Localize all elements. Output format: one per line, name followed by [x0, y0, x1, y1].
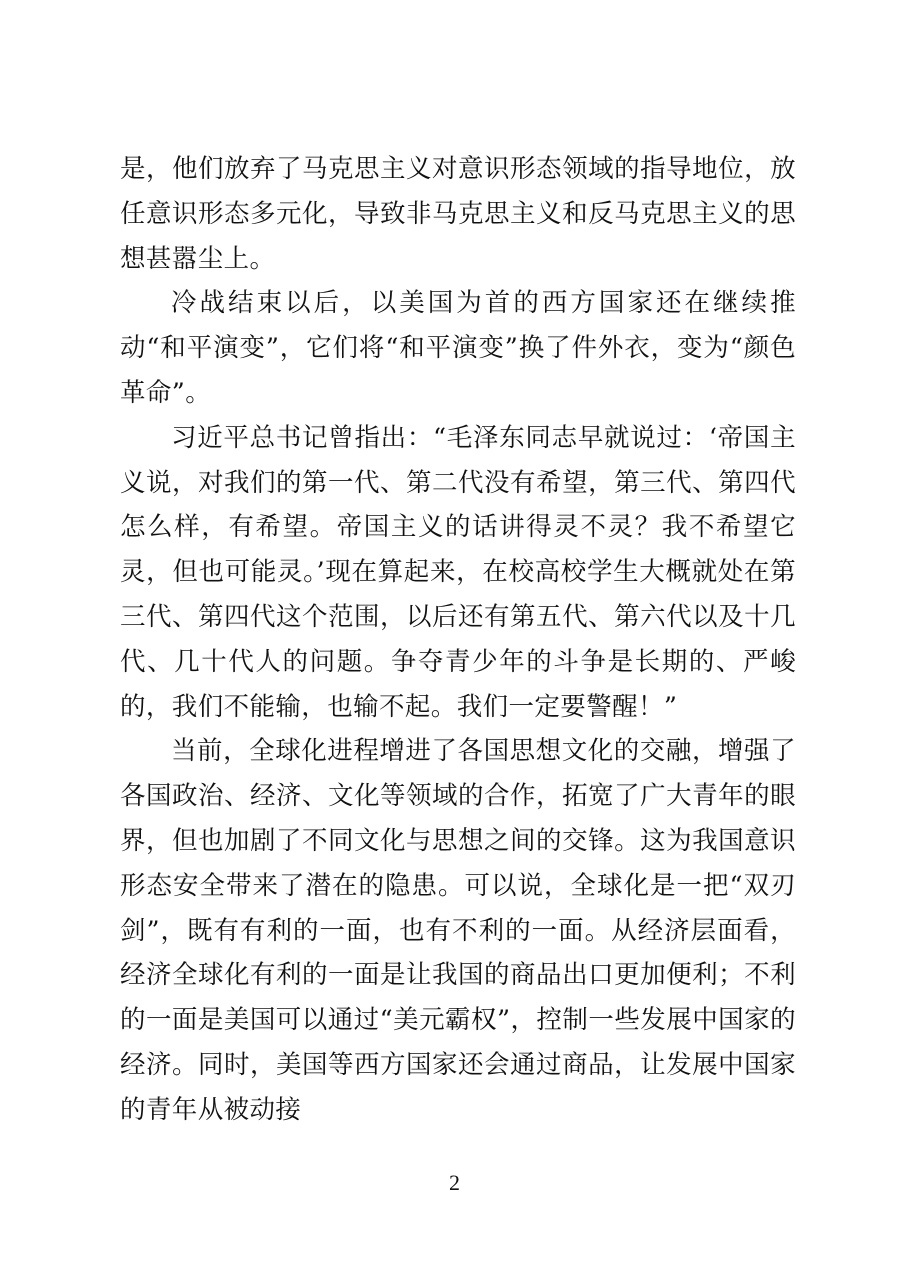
paragraph-4: 当前，全球化进程增进了各国思想文化的交融，增强了各国政治、经济、文化等领域的合作，拓宽了广大青年的眼界，但也加剧了不同文化与思想之间的交锋。这为我国意识形态安全带来了潜在的隐患。可以说，全球化是一把“双刃剑”，既有有利的一面，也有不利的一面。从经济层面看，经济全球化有利的一面是让我国的商品出口更加便利；不利的一面是美国可以通过“美元霸权”，控制一些发展中国家的经济。同时，美国等西方国家还会通过商品，让发展中国家的青年从被动接 [120, 736, 796, 1125]
document-body [120, 147, 796, 1133]
paragraph-2: 冷战结束以后，以美国为首的西方国家还在继续推动“和平演变”，它们将“和平演变”换了件外衣，变为“颜色革命”。 [120, 288, 796, 408]
paragraph-1: 是，他们放弃了马克思主义对意识形态领域的指导地位，放任意识形态多元化，导致非马克思主义和反马克思主义的思想甚嚣尘上。 [120, 154, 796, 274]
paragraph-3: 习近平总书记曾指出：“毛泽东同志早就说过：‘帝国主义说，对我们的第一代、第二代没有希望，第三代、第四代怎么样，有希望。帝国主义的话讲得灵不灵？我不希望它灵，但也可能灵。’现在算起来，在校高校学生大概就处在第三代、第四代这个范围，以后还有第五代、第六代以及十几代、几十代人的问题。争夺青少年的斗争是长期的、严峻的，我们不能输，也输不起。我们一定要警醒！” [120, 422, 796, 722]
page-number: 2 [449, 1170, 460, 1195]
